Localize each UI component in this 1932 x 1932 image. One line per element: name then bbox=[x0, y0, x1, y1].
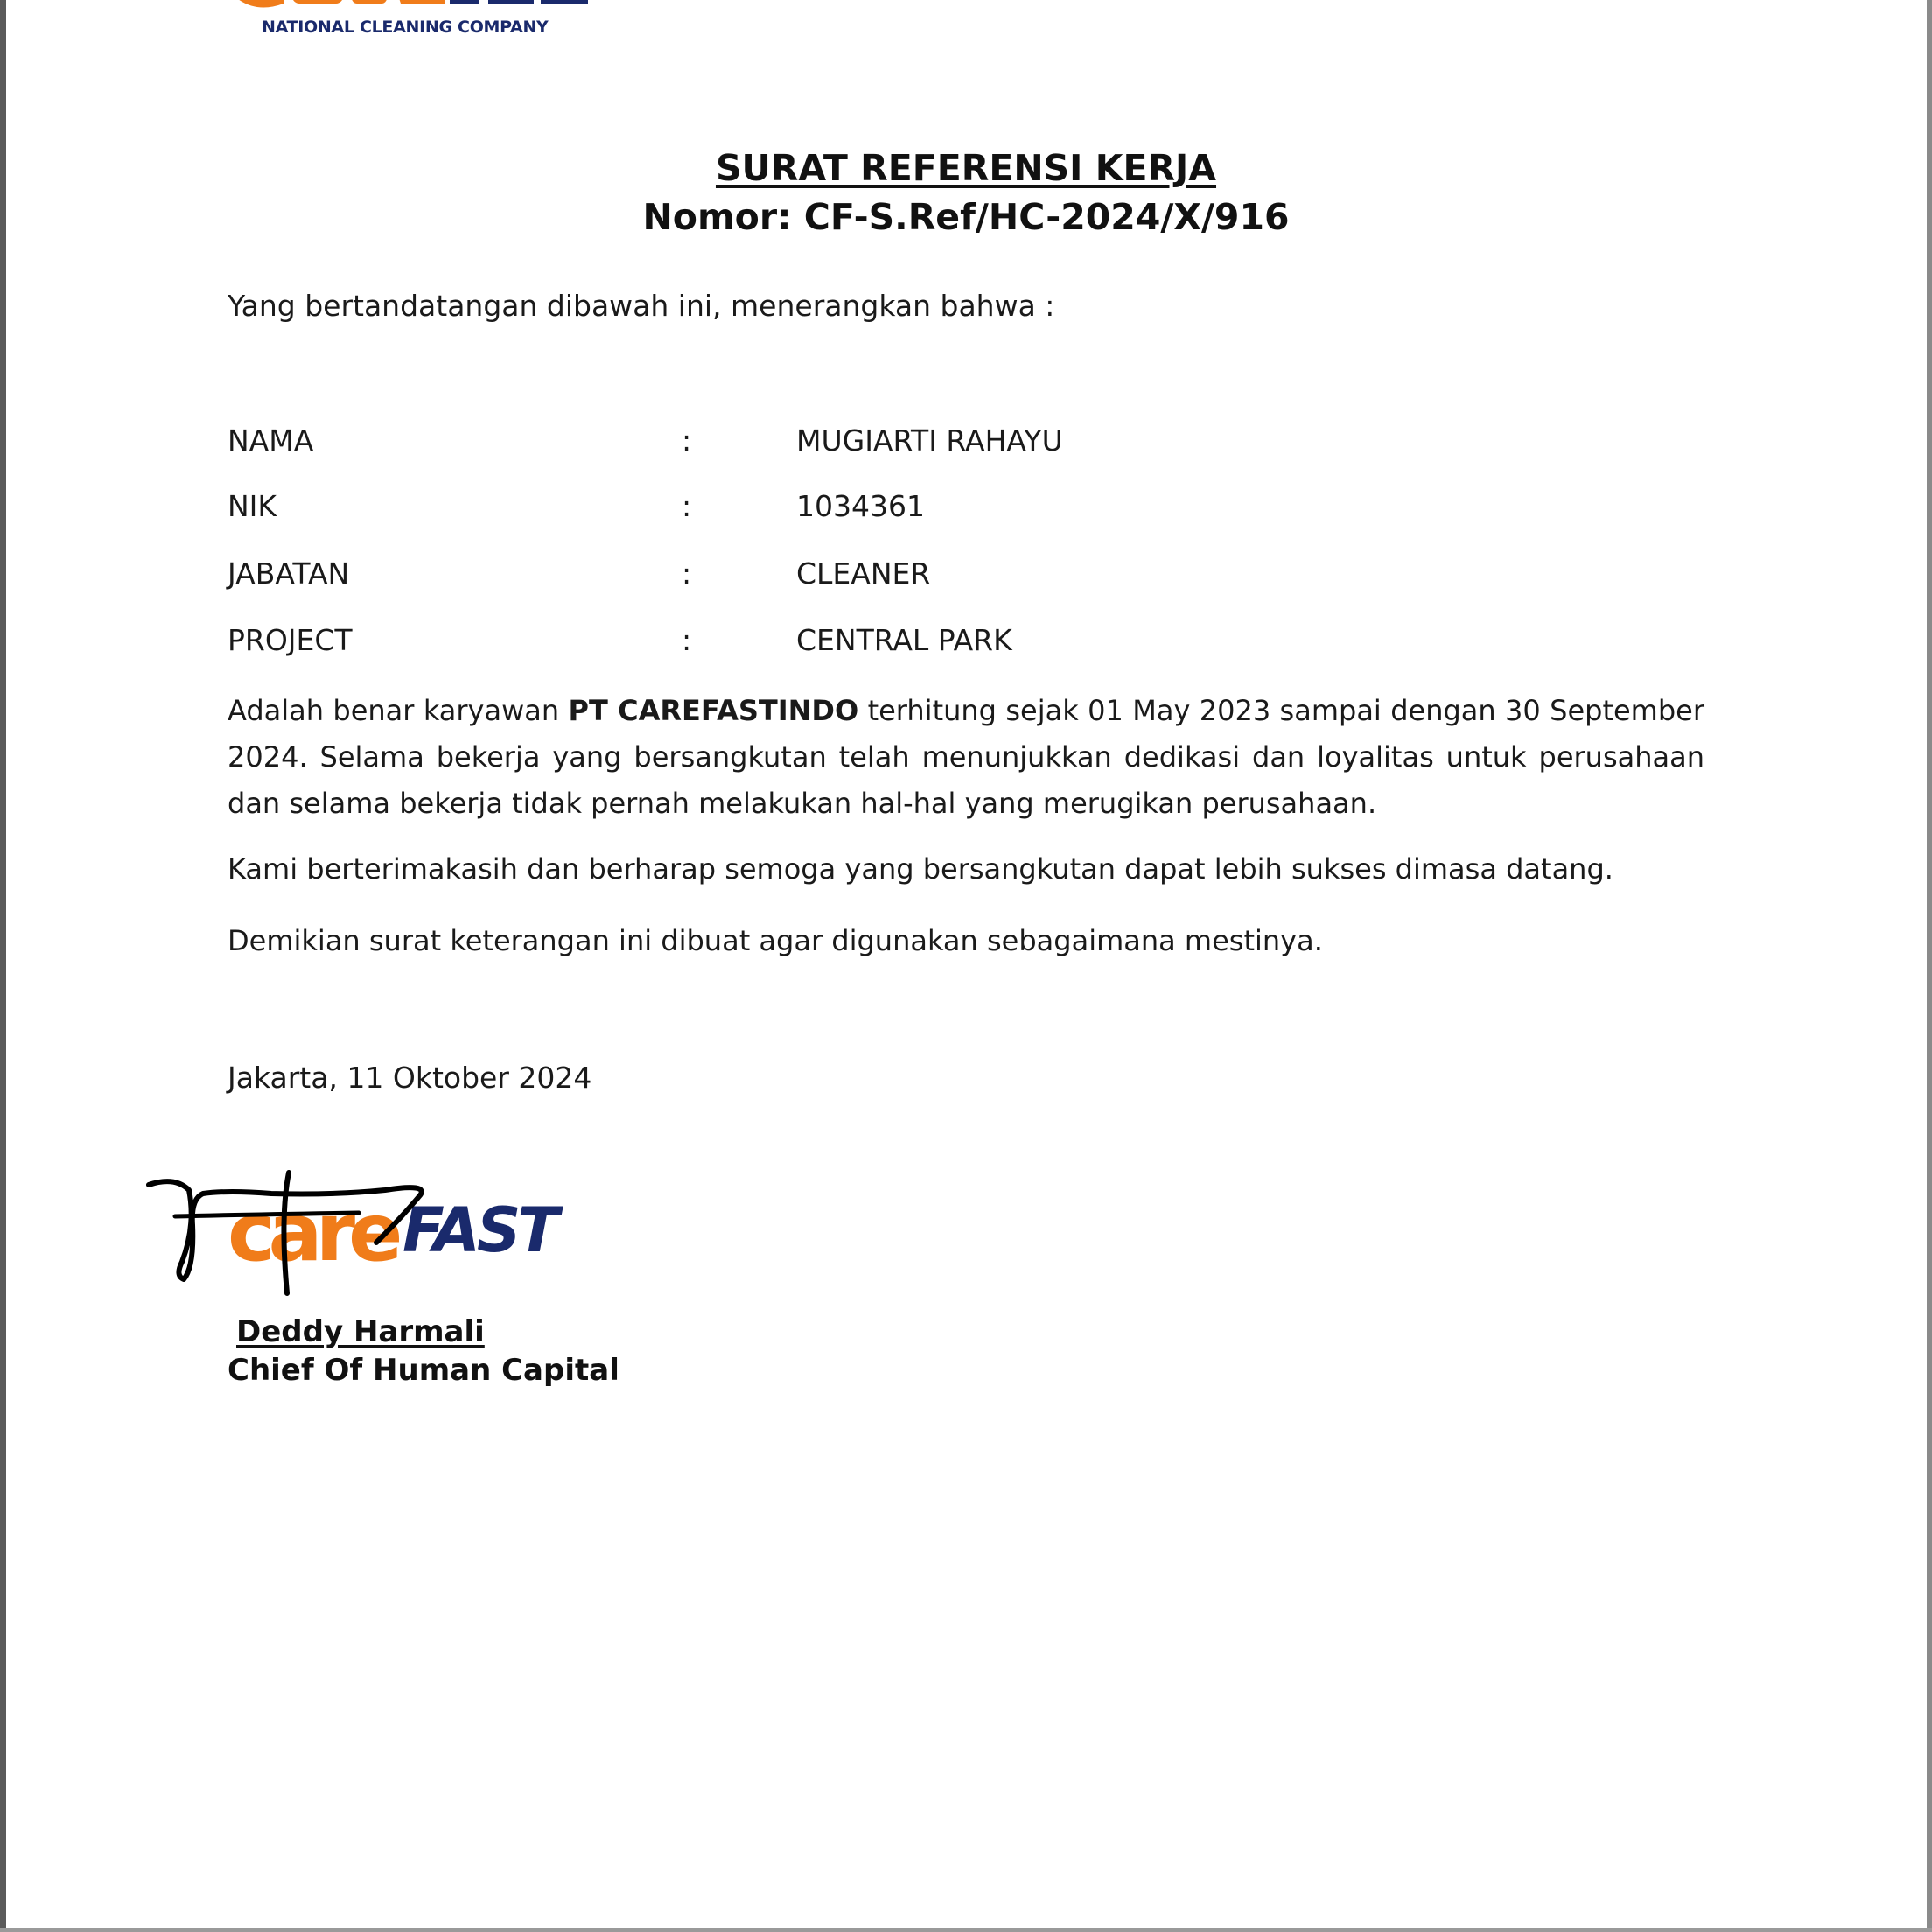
field-label-nama: NAMA bbox=[228, 424, 314, 458]
field-colon: : bbox=[682, 623, 692, 657]
field-colon: : bbox=[682, 489, 692, 523]
thanks-text: Kami berterimakasih dan berharap semoga yang bersangkutan dapat lebih sukses dimasa datang. bbox=[228, 852, 1614, 886]
field-value-project: CENTRAL PARK bbox=[796, 623, 1012, 657]
field-value-nik: 1034361 bbox=[796, 489, 925, 523]
page-border-right bbox=[1927, 0, 1932, 1932]
place-date: Jakarta, 11 Oktober 2024 bbox=[228, 1060, 592, 1095]
closing-text: Demikian surat keterangan ini dibuat agar digunakan sebagaimana mestinya. bbox=[228, 924, 1323, 957]
letter-number: Nomor: CF-S.Ref/HC-2024/X/916 bbox=[642, 196, 1290, 238]
employment-statement bbox=[228, 688, 1704, 827]
signer-title: Chief Of Human Capital bbox=[228, 1353, 620, 1388]
company-logo bbox=[229, 0, 606, 44]
signature-stamp bbox=[140, 1164, 595, 1304]
letter-title: SURAT REFERENSI KERJA bbox=[715, 147, 1217, 189]
svg-text:FAST: FAST bbox=[402, 1194, 556, 1266]
statement-suffix: terhitung sejak 01 May 2023 sampai dengan 30 September 2024. Selama bekerja yang bersangkutan telah menunjukkan dedikasi dan loyalitas untuk perusahaan dan selama bekerja tidak pernah melakukan hal-hal yang merugikan perusahaan. bbox=[228, 694, 1705, 820]
carefast-stamp-icon bbox=[140, 1164, 595, 1304]
field-value-jabatan: CLEANER bbox=[796, 556, 931, 591]
field-label-nik: NIK bbox=[228, 489, 277, 523]
field-label-project: PROJECT bbox=[228, 623, 353, 657]
intro-text: Yang bertandatangan dibawah ini, menerangkan bahwa : bbox=[228, 289, 1055, 323]
logo-tagline: NATIONAL CLEANING COMPANY bbox=[262, 18, 549, 37]
statement-prefix: Adalah benar karyawan bbox=[228, 694, 569, 727]
field-colon: : bbox=[682, 556, 692, 591]
field-colon: : bbox=[682, 424, 692, 458]
page-border-left bbox=[0, 0, 6, 1932]
page-border-bottom bbox=[0, 1928, 1932, 1932]
field-value-nama: MUGIARTI RAHAYU bbox=[796, 424, 1063, 458]
company-name: PT CAREFASTINDO bbox=[568, 694, 859, 727]
signer-name: Deddy Harmali bbox=[236, 1314, 485, 1349]
carefast-logo-icon bbox=[229, 0, 606, 18]
field-label-jabatan: JABATAN bbox=[228, 556, 350, 591]
svg-text:care: care bbox=[228, 1186, 396, 1279]
